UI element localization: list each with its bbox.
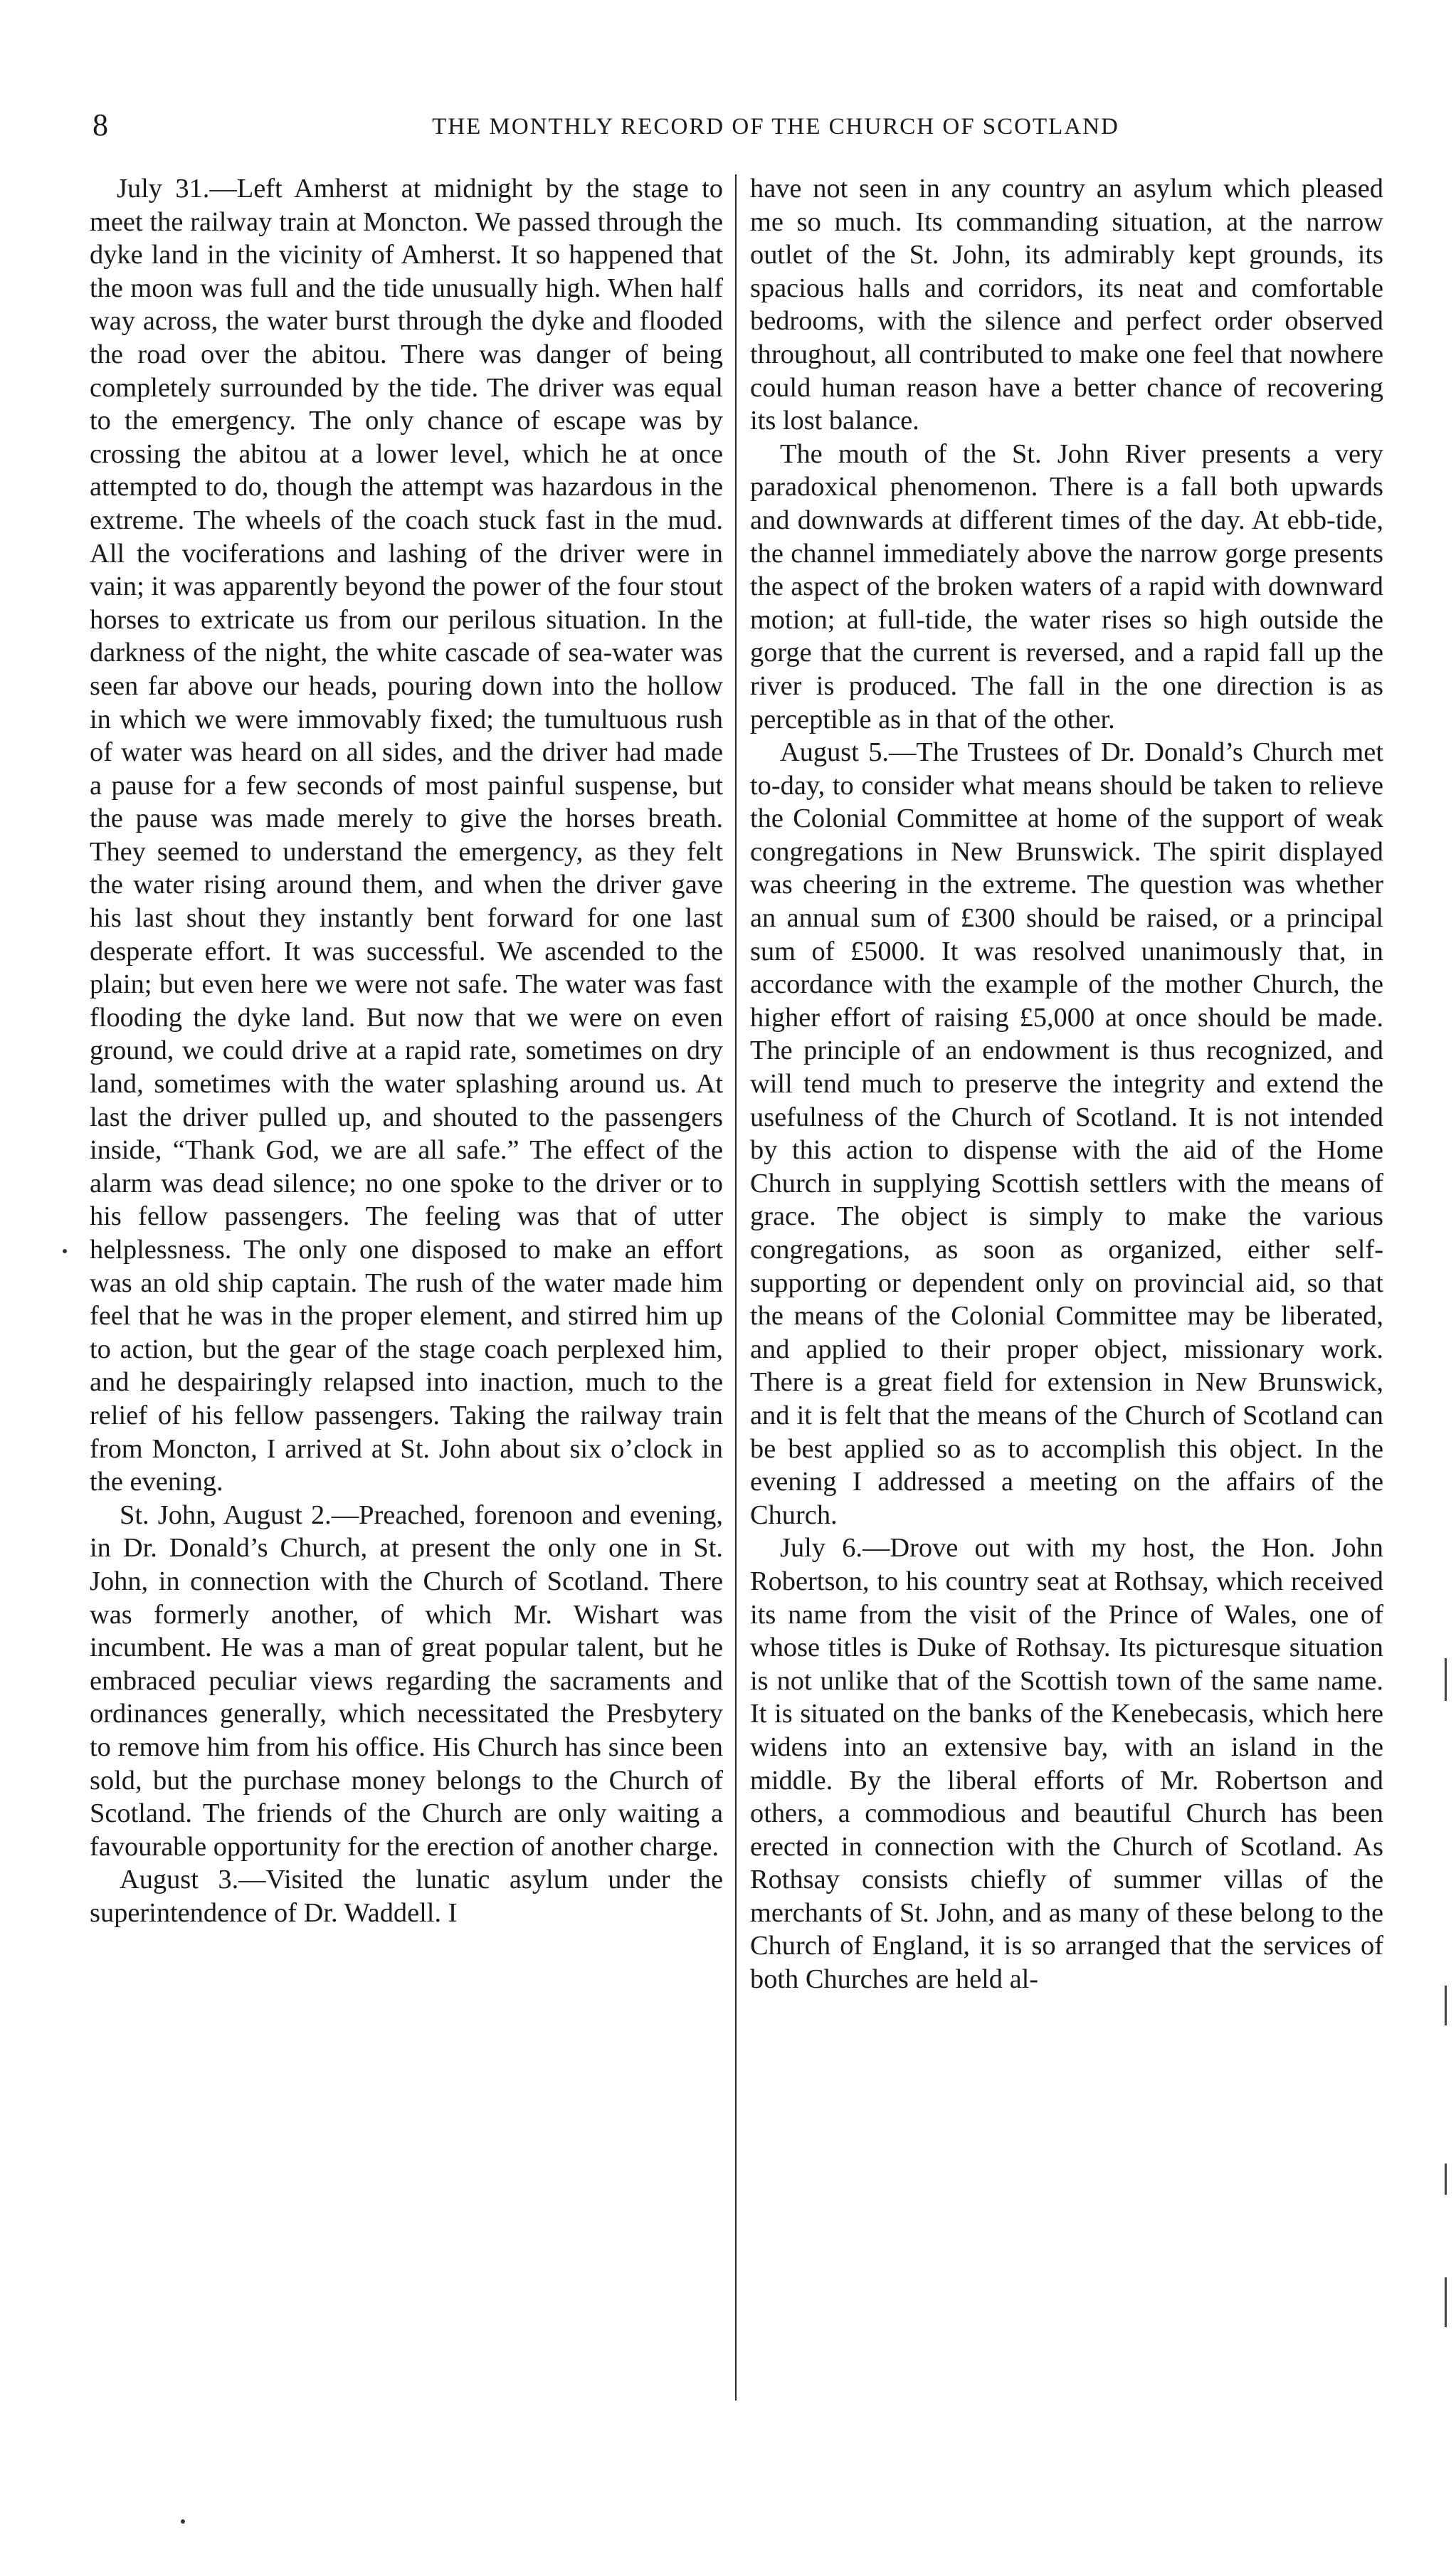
paragraph-st-john-river: The mouth of the St. John River presents a very paradoxical phenomenon. There is a fall both upwards and downwards at different times of the day. At ebb-tide, the channel immediately above the narrow gorge presents the aspect of the broken waters of a rapid with downward motion; at full-tide, the water rises so high outside the gorge that the current is reversed, and a rapid fall up the river is produced. The fall in the one direction is as perceptible as in that of the other. xyxy=(750,438,1383,734)
paragraph-asylum-continued: have not seen in any country an asylum which pleased me so much. Its commanding situation, at the narrow outlet of the St. John, its admirably kept grounds, its spacious halls and corridors, its neat and comfortable bedrooms, with the silence and perfect order observed throughout, all contributed to make one feel that nowhere could human reason have a better chance of recovering its lost balance. xyxy=(750,174,1383,436)
left-column xyxy=(90,172,723,2400)
page-header xyxy=(93,107,1373,149)
ink-speck xyxy=(63,1249,67,1253)
margin-mark xyxy=(1445,1986,1447,2025)
paragraph-august-3: August 3.—Visited the lunatic asylum under the superintendence of Dr. Waddell. I xyxy=(90,1865,723,1928)
margin-mark xyxy=(1445,1658,1447,1701)
paragraph-july-31: July 31.—Left Amherst at midnight by the stage to meet the railway train at Moncton. We passed through the dyke land in the vicinity of Amherst. It so happened that the moon was full and the tide unusually high. When half way across, the water burst through the dyke and flooded the road over the abitou. There was danger of being completely surrounded by the tide. The driver was equal to the emergency. The only chance of escape was by crossing the abitou at a lower level, which he at once attempted to do, though the attempt was hazardous in the extreme. The wheels of the coach stuck fast in the mud. All the vociferations and lashing of the driver were in vain; it was apparently beyond the power of the four stout horses to extricate us from our perilous situation. In the darkness of the night, the white cascade of sea-water was seen far above our heads, pouring down into the hollow in which we were immovably fixed; the tumultuous rush of water was heard on all sides, and the driver had made a pause for a few seconds of most painful suspense, but the pause was made merely to give the horses breath. They seemed to understand the emergency, as they felt the water rising around them, and when the driver gave his last shout they instantly bent forward for one last desperate effort. It was successful. We ascended to the plain; but even here we were not safe. The water was fast flooding the dyke land. But now that we were on even ground, we could drive at a rapid rate, sometimes on dry land, sometimes with the water splashing around us. At last the driver pulled up, and shouted to the passengers inside, “Thank God, we are all safe.” The effect of the alarm was dead silence; no one spoke to the driver or to his fellow passengers. The feeling was that of utter helplessness. The only one disposed to make an effort was an old ship captain. The rush of the water made him feel that he was in the proper element, and stirred him up to action, but the gear of the stage coach perplexed him, and he despairingly relapsed into inaction, much to the relief of his fellow passengers. Taking the railway train from Moncton, I arrived at St. John about six o’clock in the evening. xyxy=(90,174,723,1497)
column-divider xyxy=(735,174,737,2400)
paragraph-july-6: July 6.—Drove out with my host, the Hon. John Robertson, to his country seat at Rothsay, which received its name from the visit of the Prince of Wales, one of whose titles is Duke of Rothsay. Its picturesque situation is not unlike that of the Scottish town of the same name. It is situated on the banks of the Kenebecasis, which here widens into an extensive bay, with an island in the middle. By the liberal efforts of Mr. Robertson and others, a commodious and beautiful Church has been erected in connection with the Church of Scotland. As Rothsay consists chiefly of summer villas of the merchants of St. John, and as many of these belong to the Church of England, it is so arranged that the services of both Churches are held al- xyxy=(750,1533,1383,1995)
ink-speck xyxy=(181,2519,185,2524)
page-number: 8 xyxy=(93,107,108,142)
running-title: THE MONTHLY RECORD OF THE CHURCH OF SCOTLAND xyxy=(432,114,1119,139)
margin-mark xyxy=(1445,2277,1447,2327)
right-column xyxy=(750,172,1383,2400)
paragraph-august-5: August 5.—The Trustees of Dr. Donald’s Church met to-day, to consider what means should be taken to relieve the Colonial Committee at home of the support of weak congregations in New Brunswick. The spirit displayed was cheering in the extreme. The question was whether an annual sum of £300 should be raised, or a principal sum of £5000. It was resolved unanimously that, in accordance with the example of the mother Church, the higher effort of raising £5,000 at once should be made. The principle of an endowment is thus recognized, and will tend much to preserve the integrity and extend the usefulness of the Church of Scotland. It is not intended by this action to dispense with the aid of the Home Church in supplying Scottish settlers with the means of grace. The object is simply to make the various congregations, as soon as organized, either self-supporting or dependent only on provincial aid, so that the means of the Colonial Committee may be liberated, and applied to their proper object, missionary work. There is a great field for extension in New Brunswick, and it is felt that the means of the Church of Scotland can be best applied so as to accomplish this object. In the evening I addressed a meeting on the affairs of the Church. xyxy=(750,737,1383,1530)
paragraph-august-2: St. John, August 2.—Preached, forenoon and evening, in Dr. Donald’s Church, at present the only one in St. John, in connection with the Church of Scotland. There was formerly another, of which Mr. Wishart was incumbent. He was a man of great popular talent, but he embraced peculiar views regarding the sacraments and ordinances generally, which necessitated the Presbytery to remove him from his office. His Church has since been sold, but the purchase money belongs to the Church of Scotland. The friends of the Church are only waiting a favourable opportunity for the erection of another charge. xyxy=(90,1500,723,1862)
margin-mark xyxy=(1445,2163,1447,2195)
